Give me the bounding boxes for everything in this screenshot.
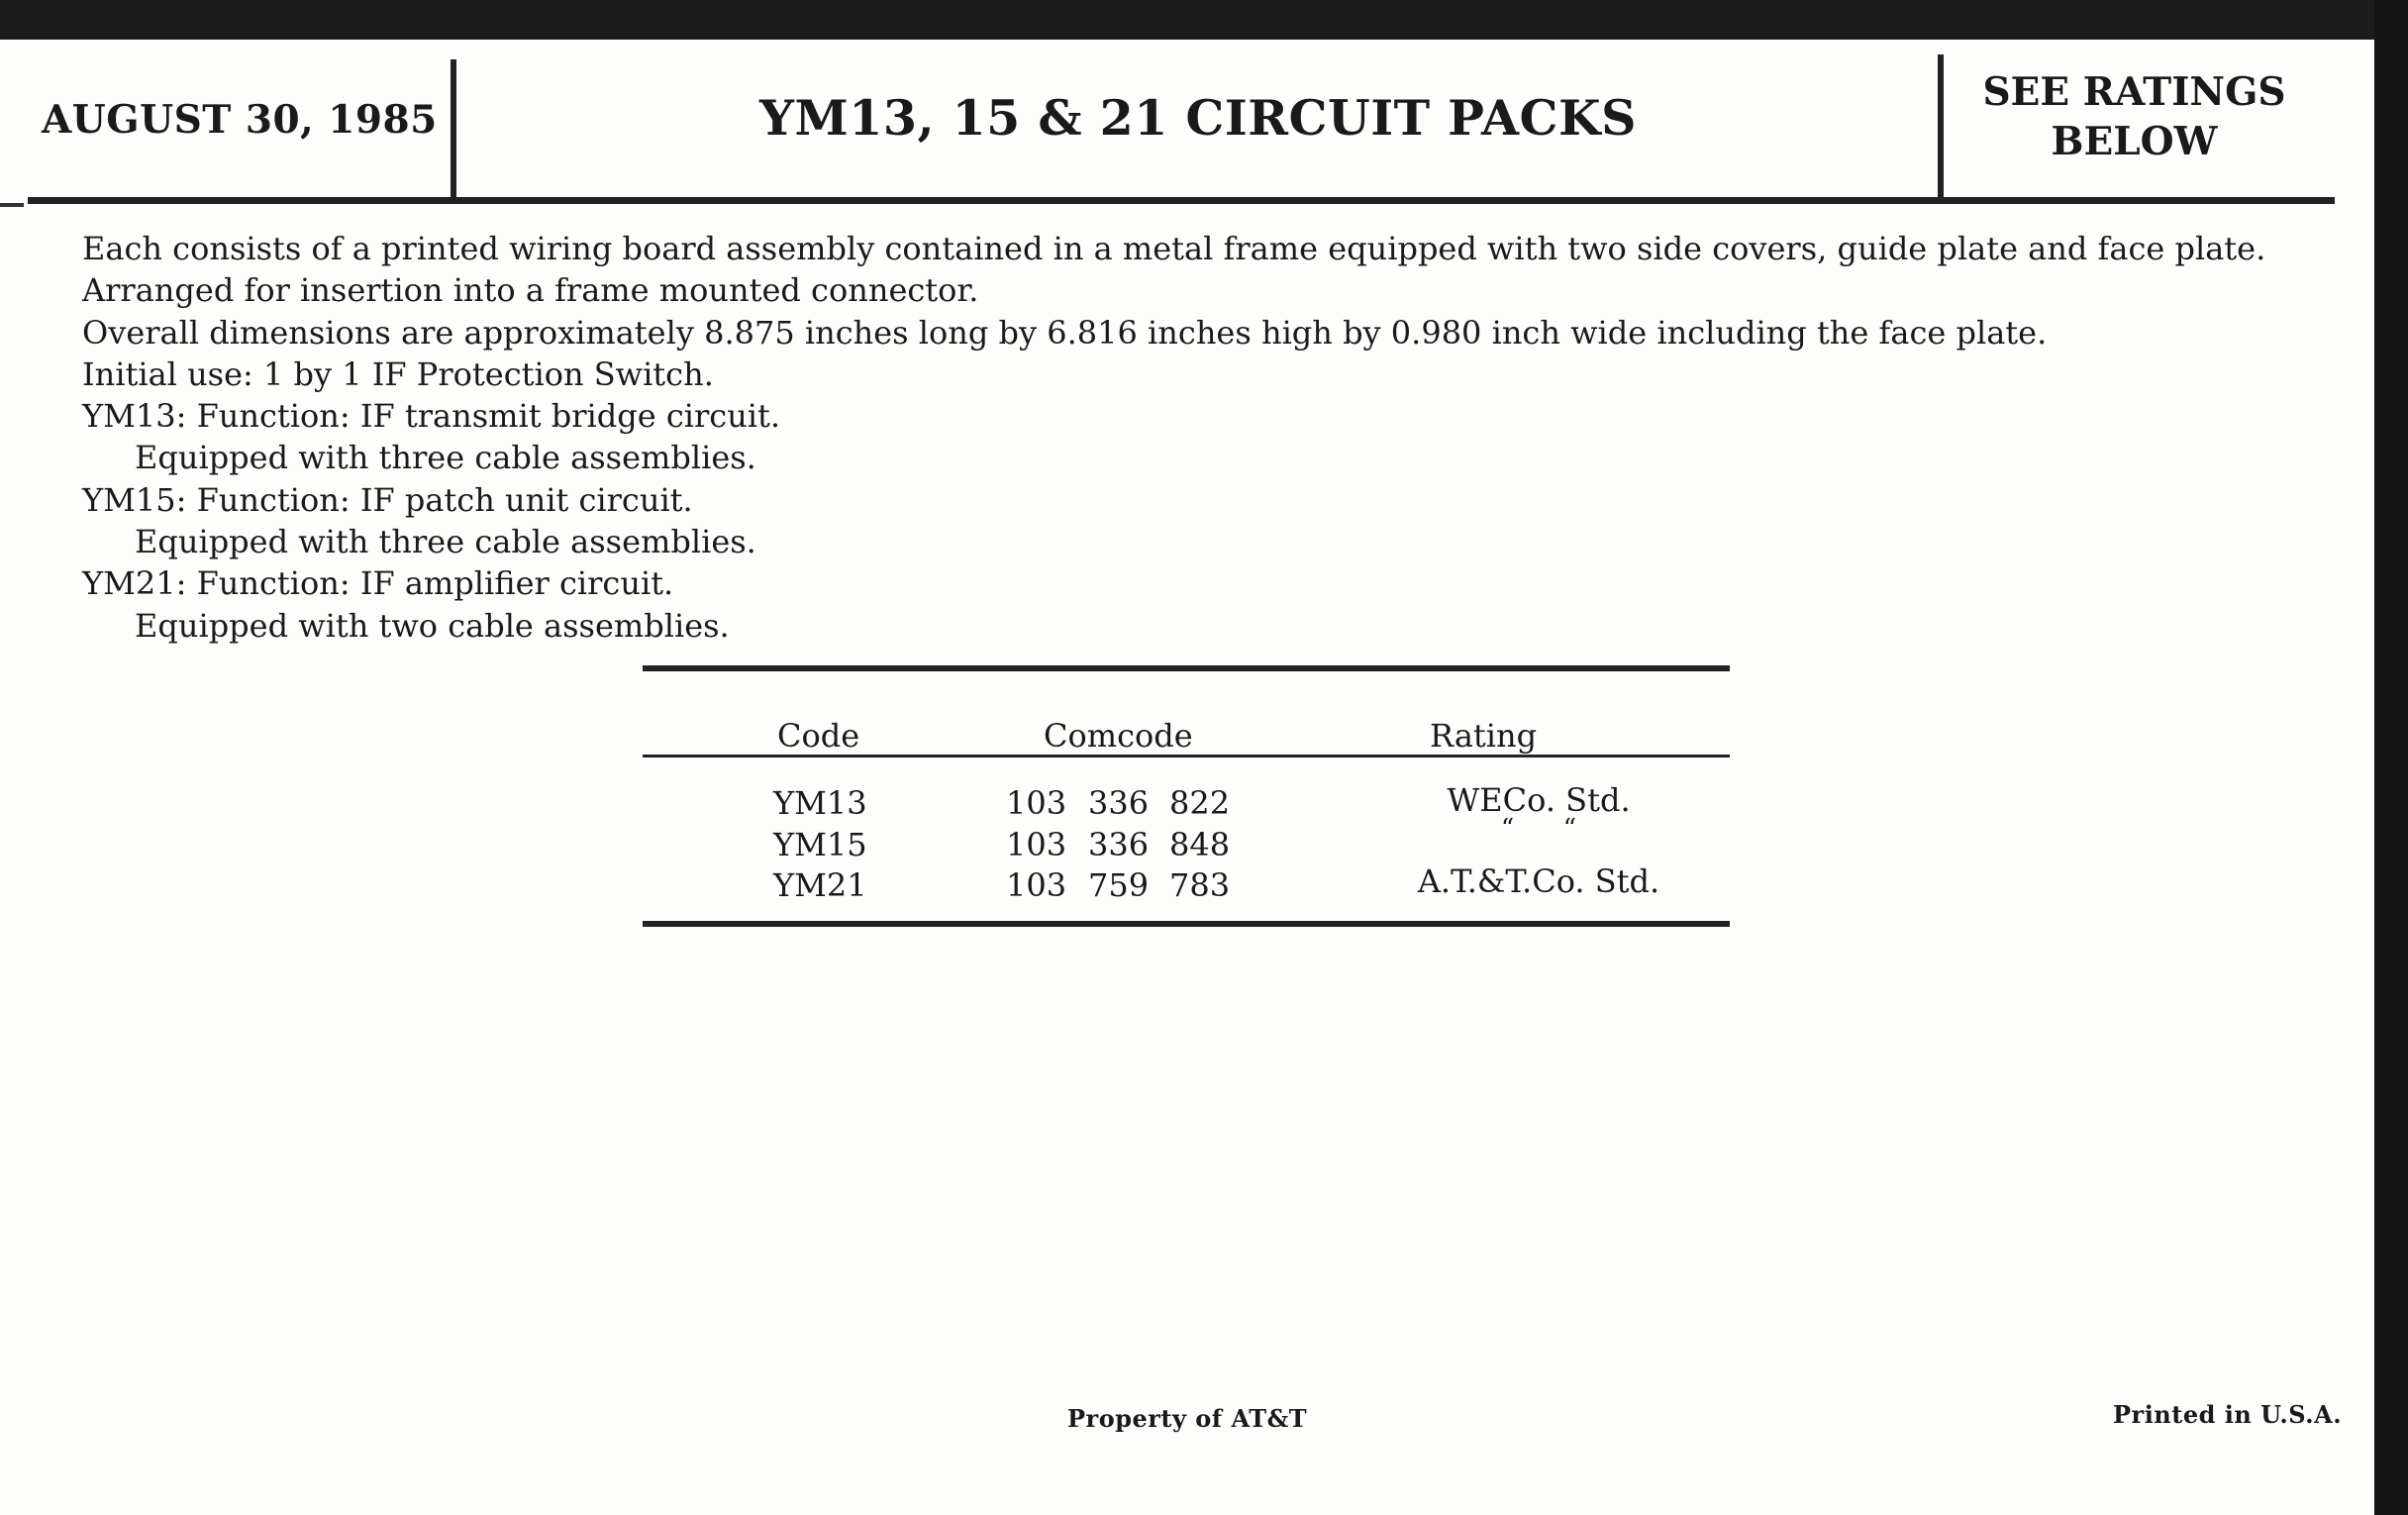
cell-rating: A.T.&T.Co. Std. — [1417, 862, 1660, 900]
table-bottom-rule — [643, 921, 1730, 927]
body-line: YM15: Function: IF patch unit circuit. — [82, 480, 693, 519]
table-header-rule — [643, 755, 1730, 758]
cell-comcode-part: 783 — [1169, 866, 1231, 904]
cell-comcode-part: 103 — [1006, 866, 1067, 904]
cell-comcode-part: 848 — [1169, 826, 1231, 863]
cell-comcode-part: 336 — [1088, 784, 1150, 822]
header-rating-note — [1944, 67, 2325, 166]
ratings-table — [643, 665, 1730, 931]
rating-note-line1: SEE RATINGS — [1982, 69, 2286, 115]
cell-comcode-part: 103 — [1006, 826, 1067, 863]
cell-comcode-part: 336 — [1088, 826, 1150, 863]
body-line: Each consists of a printed wiring board assembly contained in a metal frame equipped with two side covers, guide plate and face plate. — [82, 230, 2266, 267]
footer-printed: Printed in U.S.A. — [2113, 1400, 2343, 1429]
footer-property: Property of AT&T — [1067, 1404, 1308, 1433]
cell-rating: WECo. Std. — [1447, 781, 1631, 819]
cell-code: YM13 — [773, 784, 867, 822]
header-rule — [28, 197, 2335, 204]
col-header-comcode: Comcode — [1044, 717, 1193, 755]
col-header-rating: Rating — [1430, 717, 1538, 755]
body-line: Initial use: 1 by 1 IF Protection Switch. — [82, 354, 714, 393]
table-top-rule — [643, 665, 1730, 671]
body-line: Equipped with three cable assemblies. — [135, 439, 756, 477]
page-title: YM13, 15 & 21 CIRCUIT PACKS — [759, 89, 1637, 147]
col-header-code: Code — [777, 717, 860, 755]
body-line: Overall dimensions are approximately 8.875 inches long by 6.816 inches high by 0.980 inch wide including the face plate. — [82, 313, 2048, 352]
description-block — [82, 228, 2265, 647]
cell-code: YM21 — [773, 866, 867, 904]
cell-code: YM15 — [773, 826, 867, 863]
cell-rating-ditto: “ “ — [1500, 814, 1577, 844]
cell-comcode-part: 759 — [1088, 866, 1150, 904]
body-line: YM21: Function: IF amplifier circuit. — [82, 564, 674, 603]
header-divider-left — [451, 59, 456, 203]
header-date: AUGUST 30, 1985 — [42, 97, 438, 143]
scan-edge — [2374, 0, 2408, 1515]
cell-comcode-part: 103 — [1006, 784, 1067, 822]
cell-comcode-part: 822 — [1169, 784, 1231, 822]
body-line: Equipped with two cable assemblies. — [135, 606, 730, 645]
body-line: Equipped with three cable assemblies. — [135, 523, 756, 561]
rating-note-line2: BELOW — [2051, 119, 2218, 164]
body-line: YM13: Function: IF transmit bridge circuit. — [82, 397, 781, 436]
body-line: Arranged for insertion into a frame mounted connector. — [82, 271, 979, 310]
margin-tick — [0, 203, 24, 207]
